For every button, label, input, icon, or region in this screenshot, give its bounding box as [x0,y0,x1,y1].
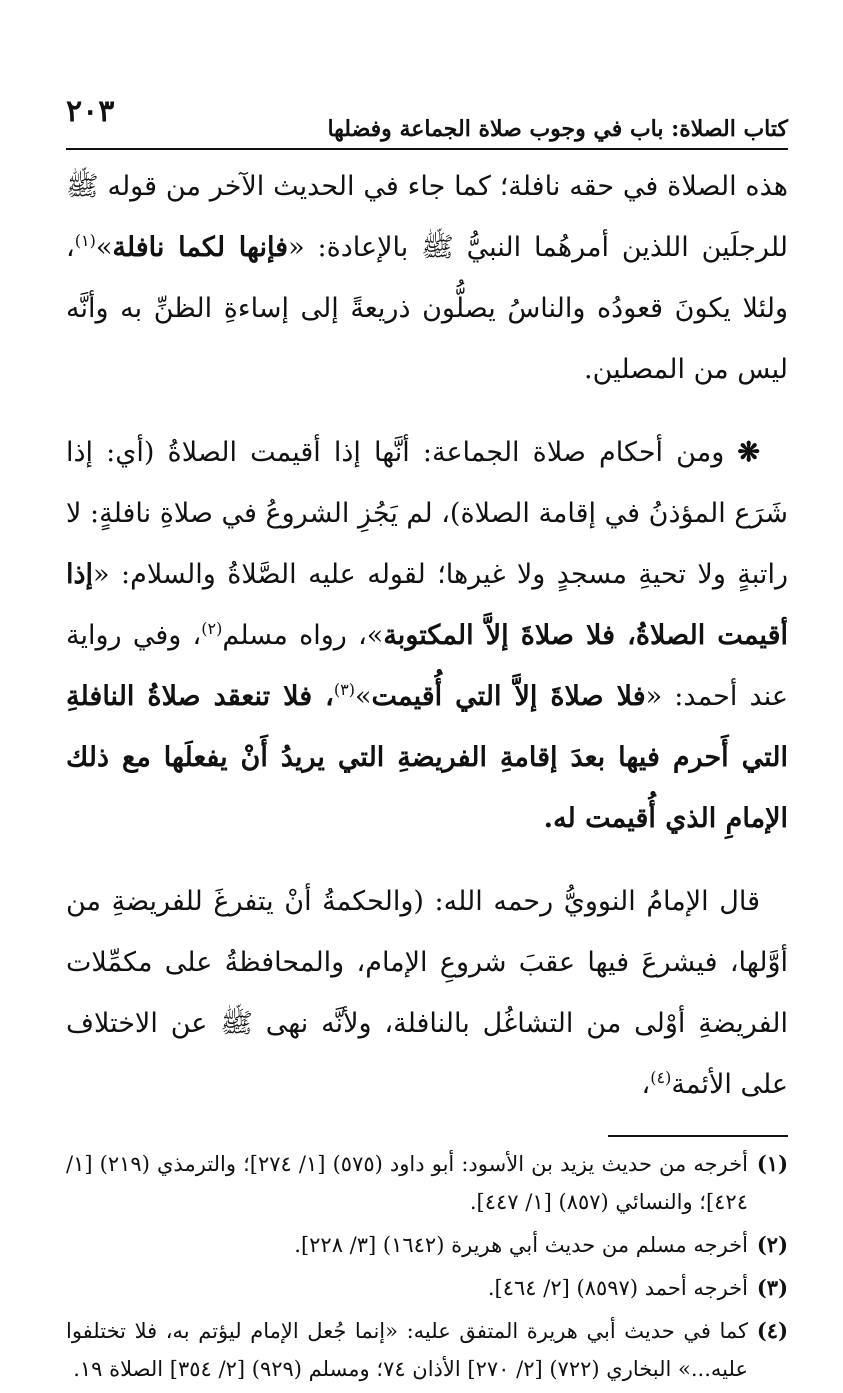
footnote-3 [66,1269,788,1307]
paragraph-1 [66,156,788,400]
hadith-quote-3: فلا صلاةَ إلاَّ التي أُقيمت [371,681,646,712]
footnote-2 [66,1226,788,1264]
footnote-ref-3[interactable]: (٣) [333,680,355,699]
paragraph-1-text-end: ، ولئلا يكونَ قعودُه والناسُ يصلُّون ذريعةً إلى إساءةِ الظنِّ به وأنَّه ليس من المصلين. [66,232,788,385]
footnotes [66,1145,788,1388]
paragraph-2-text-2: »، رواه مسلم [222,620,384,651]
running-title: كتاب الصلاة: باب في وجوب صلاة الجماعة وفضلها [327,116,788,142]
paragraph-2-text: ومن أحكام صلاة الجماعة: أنَّها إذا أقيمت الصلاةُ (أي: إذا شَرَع المؤذنُ في إقامة الصلاة)، لم يَجُزِ الشروعُ في صلاةِ نافلةٍ: لا راتبةٍ ولا تحيةِ مسجدٍ ولا غيرها؛ لقوله عليه الصَّلاةُ والسلام: « [66,437,788,590]
paragraph-1-text: هذه الصلاة في حقه نافلة؛ كما جاء في الحديث الآخر من قوله ﷺ للرجلَين اللذين أمرهُما النبيُّ ﷺ بالإعادة: « [66,171,788,263]
paragraph-3 [66,871,788,1115]
quote-close: » [95,232,113,263]
footnote-4 [66,1312,788,1388]
hadith-quote-2: إذا أقيمت الصلاةُ، فلا صلاةَ إلاَّ المكتوبة [66,559,788,651]
footnote-text: كما في حديث أبي هريرة المتفق عليه: «إنما جُعل الإمام ليؤتم به، فلا تختلفوا عليه...» البخاري (٧٢٢) [٢/ ٢٧٠] الأذان ٧٤؛ ومسلم (٩٢٩) [٢/ ٣٥٤] الصلاة ١٩. [66,1319,748,1381]
page-number: ٢٠٣ [66,94,115,129]
paragraph-2 [66,422,788,849]
footnote-number: (١) [756,1151,788,1176]
footnote-number: (٤) [756,1318,788,1343]
footnote-text: أخرجه مسلم من حديث أبي هريرة (١٦٤٢) [٣/ ٢٢٨]. [294,1233,748,1257]
footnote-separator [608,1135,788,1137]
asterisk-marker: ❋ [737,437,760,468]
book-page [66,92,788,1393]
footnote-text: أخرجه أحمد (٨٥٩٧) [٢/ ٤٦٤]. [487,1276,748,1300]
paragraph-2-text-end: ، فلا تنعقد صلاةُ النافلةِ التي أَحرم فيها بعدَ إقامةِ الفريضةِ التي يريدُ أَنْ يفعلَها مع ذلك الإمامِ الذي أُقيمت له. [66,681,788,834]
footnote-text: أخرجه من حديث يزيد بن الأسود: أبو داود (٥٧٥) [١/ ٢٧٤]؛ والترمذي (٢١٩) [١/ ٤٢٤]؛ والنسائي (٨٥٧) [١/ ٤٤٧]. [66,1152,749,1214]
body-text [66,156,788,1115]
footnote-number: (٣) [756,1275,788,1300]
footnote-ref-4[interactable]: (٤) [650,1068,672,1087]
paragraph-3-text: قال الإمامُ النوويُّ رحمه الله: (والحكمةُ أنْ يتفرغَ للفريضةِ من أوَّلها، فيشرعَ فيها عقبَ شروعِ الإمام، والمحافظةُ على مكمِّلات الفريضةِ أوْلى من التشاغُل بالنافلة، ولأنَّه نهى ﷺ عن الاختلاف على الأئمة [66,886,788,1100]
paragraph-3-text-end: ، [641,1069,651,1100]
footnote-number: (٢) [756,1232,788,1257]
running-head [66,92,788,150]
hadith-quote-1: فإنها لكما نافلة [112,232,289,263]
footnote-ref-2[interactable]: (٢) [201,619,223,638]
paragraph-2-text-3: ، وفي رواية عند أحمد: « [66,620,788,712]
footnote-ref-1[interactable]: (١) [74,231,96,250]
quote-close-2: » [354,681,372,712]
footnote-1 [66,1145,788,1221]
